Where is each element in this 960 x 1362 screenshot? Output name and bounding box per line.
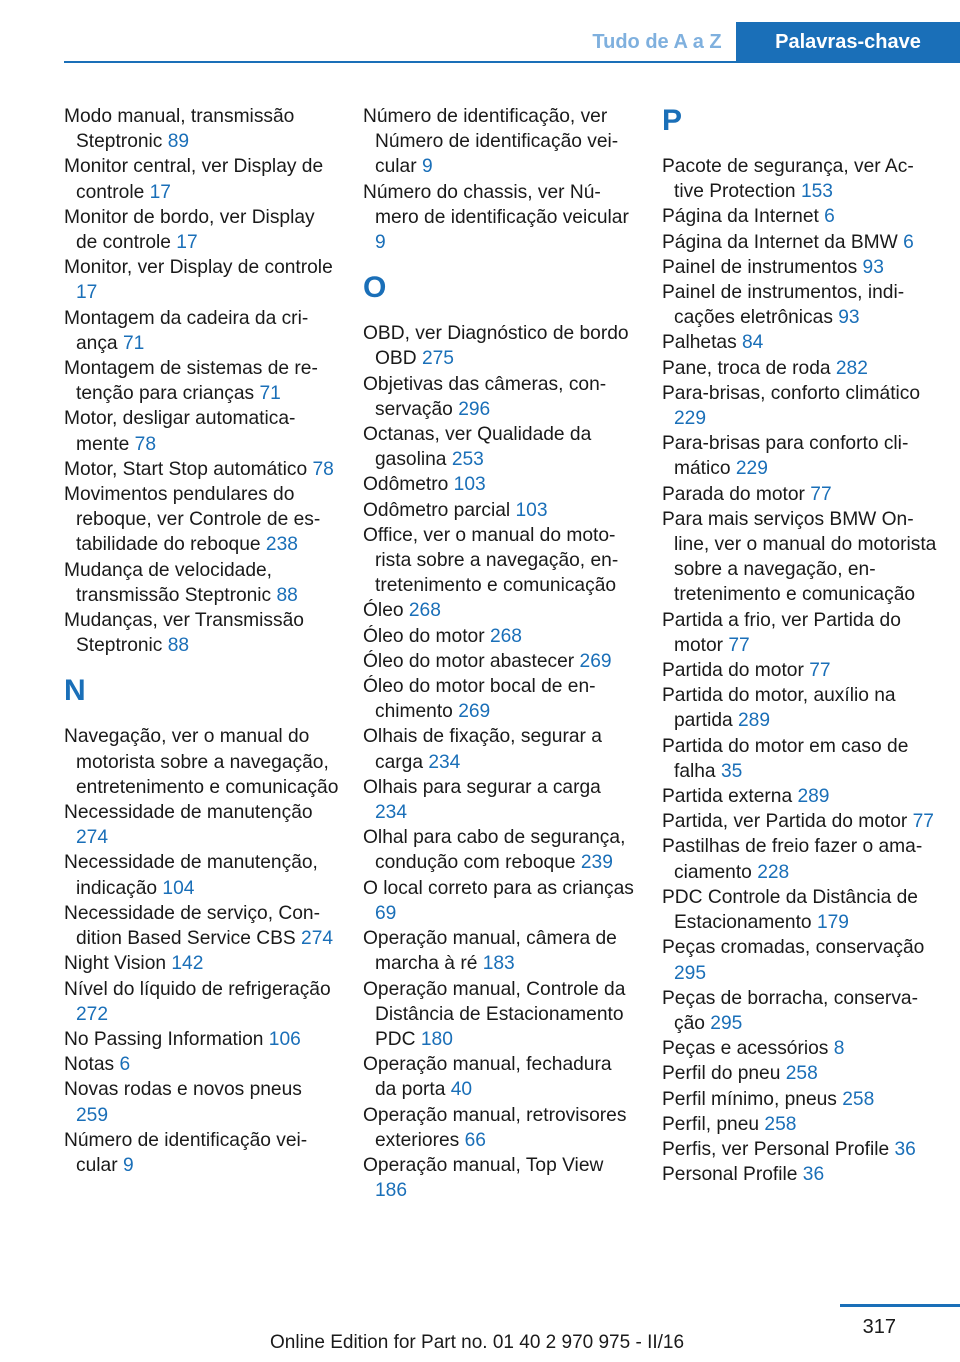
entry-term: Personal Profile	[662, 1164, 798, 1186]
entry-term: Peças e acessórios	[662, 1038, 829, 1060]
index-entry	[64, 482, 339, 558]
page-reference-link[interactable]: 84	[742, 332, 764, 354]
index-entry	[363, 472, 638, 497]
entry-term: Necessidade de manutenção, indicação	[64, 852, 318, 899]
page-reference-link[interactable]: 89	[167, 131, 190, 153]
index-column-1	[64, 104, 339, 1178]
entry-term: Perfil mínimo, pneus	[662, 1088, 837, 1110]
index-entry	[64, 724, 339, 800]
index-entry	[64, 205, 339, 255]
entry-term: Partida do motor	[662, 660, 804, 682]
entry-term: Monitor de bordo, ver Display de controle	[64, 206, 315, 254]
index-entry	[363, 926, 638, 976]
page-reference-link[interactable]: 268	[408, 600, 441, 622]
entry-term: Partida, ver Partida do motor	[662, 811, 908, 833]
entry-term: Pacote de segurança, ver Active Protection	[662, 156, 914, 203]
index-entry	[662, 1036, 937, 1061]
entry-term: Partida do motor, auxílio na partida	[662, 685, 896, 732]
page-reference-link[interactable]: 77	[912, 811, 934, 833]
index-entry	[662, 683, 937, 733]
entry-term: Olhais para segurar a carga	[363, 776, 601, 798]
index-entry	[64, 255, 339, 305]
index-entry	[363, 1103, 638, 1153]
entry-term: Óleo	[363, 600, 404, 622]
page-reference-link[interactable]: 269	[579, 650, 612, 672]
page-reference-link[interactable]: 103	[453, 474, 486, 496]
page-reference-link[interactable]: 9	[375, 232, 386, 254]
page-reference-link[interactable]: 239	[580, 852, 613, 874]
page-reference-link[interactable]: 274	[76, 827, 109, 849]
entry-term: Painel de instrumentos	[662, 256, 858, 278]
page-reference-link[interactable]: 179	[816, 912, 849, 934]
page-reference-link[interactable]: 71	[122, 332, 145, 354]
index-entry	[363, 523, 638, 599]
index-entry	[662, 784, 937, 809]
page-reference-link[interactable]: 186	[375, 1180, 408, 1202]
entry-term: Monitor, ver Display de controle	[64, 257, 333, 279]
footer-rule	[840, 1304, 960, 1307]
page-reference-link[interactable]: 36	[894, 1138, 916, 1160]
header-rule	[64, 61, 960, 63]
entry-term: Parada do motor	[662, 483, 805, 505]
index-entry	[64, 104, 339, 154]
page-reference-link[interactable]: 258	[842, 1088, 875, 1110]
index-entry	[662, 482, 937, 507]
entry-term: Necessidade de serviço, Condition Based Service CBS	[64, 902, 320, 950]
entry-term: Número de identificação, ver Número de identificação veicular	[363, 106, 619, 178]
page-reference-link[interactable]: 66	[464, 1129, 486, 1151]
page-reference-link[interactable]: 77	[809, 660, 831, 682]
entry-term: Operação manual, câmera de marcha à ré	[363, 928, 617, 975]
entry-term: Partida externa	[662, 786, 793, 808]
index-entry	[662, 935, 937, 985]
entry-term: Necessidade de manutenção	[64, 802, 313, 824]
index-entry	[662, 1112, 937, 1137]
entry-term: Modo manual, transmissão Steptronic	[64, 106, 295, 153]
index-entry	[363, 674, 638, 724]
index-entry	[363, 321, 638, 371]
entry-term: Página da Internet	[662, 206, 819, 228]
page-reference-link[interactable]: 295	[674, 962, 707, 984]
entry-term: Pane, troca de roda	[662, 357, 831, 379]
page-reference-link[interactable]: 153	[800, 181, 833, 203]
entry-term: Mudanças, ver Transmissão Steptronic	[64, 610, 304, 657]
entry-term: Monitor central, ver Display de controle	[64, 156, 324, 203]
index-entry	[662, 330, 937, 355]
tab-tudo-de-a-a-z[interactable]: Tudo de A a Z	[592, 31, 722, 53]
index-entry	[662, 885, 937, 935]
page-reference-link[interactable]: 104	[162, 877, 195, 899]
section-letter: N	[64, 674, 86, 708]
entry-term: Olhais de fixação, segurar a carga	[363, 726, 602, 773]
page-reference-link[interactable]: 69	[375, 902, 397, 924]
entry-term: Nível do líquido de refrigeração	[64, 978, 331, 1000]
index-column-2	[363, 104, 638, 1203]
page-reference-link[interactable]: 93	[862, 256, 884, 278]
page-header	[0, 0, 960, 62]
index-entry	[662, 809, 937, 834]
index-entry	[363, 876, 638, 926]
entry-term: Objetivas das câmeras, conservação	[363, 373, 607, 420]
entry-term: Para mais serviços BMW Online, ver o manual do motorista sobre a navegação, entretenimento e comunicação	[662, 508, 937, 606]
index-entry	[662, 255, 937, 280]
index-entry	[363, 775, 638, 825]
page-reference-link[interactable]: 77	[810, 483, 832, 505]
entry-term: Para-brisas, conforto climático	[662, 382, 921, 404]
page-reference-link[interactable]: 17	[176, 232, 198, 254]
index-entry	[662, 204, 937, 229]
index-entry	[662, 608, 937, 658]
entry-term: Montagem de sistemas de retenção para crianças	[64, 358, 318, 405]
page-reference-link[interactable]: 253	[451, 449, 484, 471]
entry-term: Operação manual, Top View	[363, 1154, 604, 1176]
index-entry	[64, 608, 339, 658]
index-entry	[662, 356, 937, 381]
index-entry	[64, 1128, 339, 1178]
page-reference-link[interactable]: 269	[458, 701, 491, 723]
entry-term: Partida a frio, ver Partida do motor	[662, 609, 901, 656]
edition-text: Online Edition for Part no. 01 40 2 970 975 - II/16	[270, 1332, 685, 1353]
index-entry	[363, 825, 638, 875]
entry-term: Óleo do motor	[363, 625, 485, 647]
index-entry	[64, 406, 339, 456]
entry-term: O local correto para as crianças	[363, 877, 634, 899]
page-reference-link[interactable]: 103	[515, 499, 548, 521]
index-entry	[662, 1061, 937, 1086]
page-reference-link[interactable]: 8	[833, 1038, 845, 1060]
index-entry	[363, 598, 638, 623]
index-entry	[64, 356, 339, 406]
index-entry	[662, 280, 937, 330]
page-reference-link[interactable]: 272	[76, 1003, 109, 1025]
page-reference-link[interactable]: 78	[134, 433, 157, 455]
page-number: 317	[862, 1316, 896, 1338]
index-entry	[363, 724, 638, 774]
index-entry	[64, 977, 339, 1027]
index-column-3	[662, 104, 937, 1187]
page-reference-link[interactable]: 229	[674, 408, 707, 430]
entry-term: OBD, ver Diagnóstico de bordo OBD	[363, 323, 629, 370]
entry-term: No Passing Information	[64, 1028, 264, 1050]
index-entry	[662, 1162, 937, 1187]
section-letter: P	[662, 104, 683, 137]
entry-term: Motor, Start Stop automático	[64, 458, 308, 480]
page-reference-link[interactable]: 9	[122, 1154, 134, 1176]
entry-term: Perfil do pneu	[662, 1063, 781, 1085]
index-entry	[662, 834, 937, 884]
index-entry	[363, 1052, 638, 1102]
index-entry	[64, 1052, 339, 1077]
entry-term: Perfis, ver Personal Profile	[662, 1138, 890, 1160]
page-reference-link[interactable]: 259	[76, 1104, 109, 1126]
page-reference-link[interactable]: 289	[738, 710, 771, 732]
index-entry	[662, 154, 937, 204]
index-entry	[64, 1027, 339, 1052]
index-entry	[662, 1087, 937, 1112]
entry-term: Óleo do motor bocal de enchimento	[363, 676, 596, 723]
page-reference-link[interactable]: 289	[797, 786, 830, 808]
page-reference-link[interactable]: 77	[728, 634, 750, 656]
index-entry	[363, 649, 638, 674]
entry-term: Peças de borracha, conservação	[662, 987, 918, 1034]
page-reference-link[interactable]: 9	[421, 156, 433, 178]
page-reference-link[interactable]: 6	[119, 1054, 131, 1076]
entry-term: Perfil, pneu	[662, 1113, 760, 1135]
page-reference-link[interactable]: 258	[785, 1063, 818, 1085]
page-reference-link[interactable]: 71	[259, 383, 281, 405]
index-entry	[662, 381, 937, 431]
entry-term: Operação manual, fechadura da porta	[363, 1054, 612, 1101]
index-entry	[64, 850, 339, 900]
entry-term: Óleo do motor abastecer	[363, 650, 575, 672]
index-entry	[363, 180, 638, 256]
index-entry	[662, 431, 937, 481]
page-reference-link[interactable]: 40	[450, 1079, 473, 1101]
index-entry	[363, 104, 638, 180]
entry-term: Movimentos pendulares do reboque, ver Controle de estabilidade do reboque	[64, 484, 321, 556]
index-entry	[64, 951, 339, 976]
index-entry	[363, 422, 638, 472]
page-reference-link[interactable]: 238	[265, 534, 298, 556]
page-reference-link[interactable]: 88	[276, 584, 298, 606]
index-entry	[64, 558, 339, 608]
entry-term: Palhetas	[662, 332, 737, 354]
entry-term: Pastilhas de freio fazer o amaciamento	[662, 836, 923, 883]
index-entry	[64, 154, 339, 204]
page-reference-link[interactable]: 229	[735, 458, 768, 480]
index-entry	[64, 1077, 339, 1127]
page-reference-link[interactable]: 234	[428, 751, 461, 773]
page-reference-link[interactable]: 268	[489, 625, 522, 647]
entry-term: Motor, desligar automaticamente	[64, 408, 296, 455]
page-reference-link[interactable]: 93	[838, 307, 860, 329]
page-reference-link[interactable]: 295	[710, 1012, 743, 1034]
page-reference-link[interactable]: 234	[375, 802, 408, 824]
index-entry	[662, 734, 937, 784]
page-reference-link[interactable]: 36	[802, 1164, 825, 1186]
page-reference-link[interactable]: 274	[301, 928, 334, 950]
entry-term: Operação manual, retrovisores exteriores	[363, 1104, 627, 1151]
entry-term: Office, ver o manual do motorista sobre a navegação, entretenimento e comunicação	[363, 524, 619, 597]
tab-palavras-chave[interactable]: Palavras-chave	[736, 22, 960, 62]
page-reference-link[interactable]: 35	[720, 760, 743, 782]
page-reference-link[interactable]: 183	[482, 953, 515, 975]
page-reference-link[interactable]: 78	[312, 458, 334, 480]
entry-term: Painel de instrumentos, indicações eletrônicas	[662, 282, 905, 329]
index-entry	[64, 306, 339, 356]
entry-term: Página da Internet da BMW	[662, 231, 898, 253]
page-reference-link[interactable]: 228	[757, 861, 790, 883]
entry-term: Notas	[64, 1054, 115, 1076]
entry-term: Montagem da cadeira da criança	[64, 307, 309, 354]
index-entry	[662, 1137, 937, 1162]
index-entry	[363, 498, 638, 523]
entry-term: Odômetro parcial	[363, 499, 511, 521]
entry-term: Número de identificação veicular	[64, 1129, 308, 1176]
index-entry	[363, 1153, 638, 1203]
page-reference-link[interactable]: 106	[268, 1028, 301, 1050]
entry-term: PDC Controle da Distância de Estacionamento	[662, 886, 918, 934]
entry-term: Novas rodas e novos pneus	[64, 1079, 302, 1101]
page-reference-link[interactable]: 17	[76, 282, 98, 304]
index-entry	[662, 507, 937, 608]
entry-term: Partida do motor em caso de falha	[662, 735, 909, 782]
page-reference-link[interactable]: 275	[421, 348, 454, 370]
entry-term: Peças cromadas, conservação	[662, 937, 925, 959]
entry-term: Para-brisas para conforto climático	[662, 433, 909, 480]
entry-term: Número do chassis, ver Número de identificação veicular	[363, 181, 629, 228]
index-entry	[662, 986, 937, 1036]
page-reference-link[interactable]: 180	[420, 1028, 453, 1050]
entry-term: Night Vision	[64, 953, 167, 975]
page-reference-link[interactable]: 6	[903, 231, 914, 253]
entry-term: Mudança de velocidade, transmissão Steptronic	[64, 559, 273, 606]
entry-term: Operação manual, Controle da Distância de Estacionamento PDC	[363, 978, 626, 1050]
entry-term: Navegação, ver o manual do motorista sobre a navegação, entretenimento e comunicação	[64, 726, 339, 798]
index-entry	[662, 658, 937, 683]
page-reference-link[interactable]: 17	[149, 181, 171, 203]
entry-term: Olhal para cabo de segurança, condução com reboque	[363, 827, 626, 874]
index-entry	[64, 901, 339, 951]
page-reference-link[interactable]: 88	[167, 635, 190, 657]
page-reference-link[interactable]: 142	[171, 953, 204, 975]
entry-term: Odômetro	[363, 474, 449, 496]
entry-term: Octanas, ver Qualidade da gasolina	[363, 424, 592, 471]
page-reference-link[interactable]: 258	[764, 1113, 797, 1135]
section-letter: O	[363, 271, 387, 305]
page-reference-link[interactable]: 282	[835, 357, 868, 379]
index-entry	[363, 372, 638, 422]
page-reference-link[interactable]: 6	[824, 206, 835, 228]
index-entry	[64, 800, 339, 850]
index-entry	[64, 457, 339, 482]
index-entry	[662, 230, 937, 255]
page-reference-link[interactable]: 296	[458, 398, 491, 420]
index-entry	[363, 624, 638, 649]
index-entry	[363, 977, 638, 1053]
